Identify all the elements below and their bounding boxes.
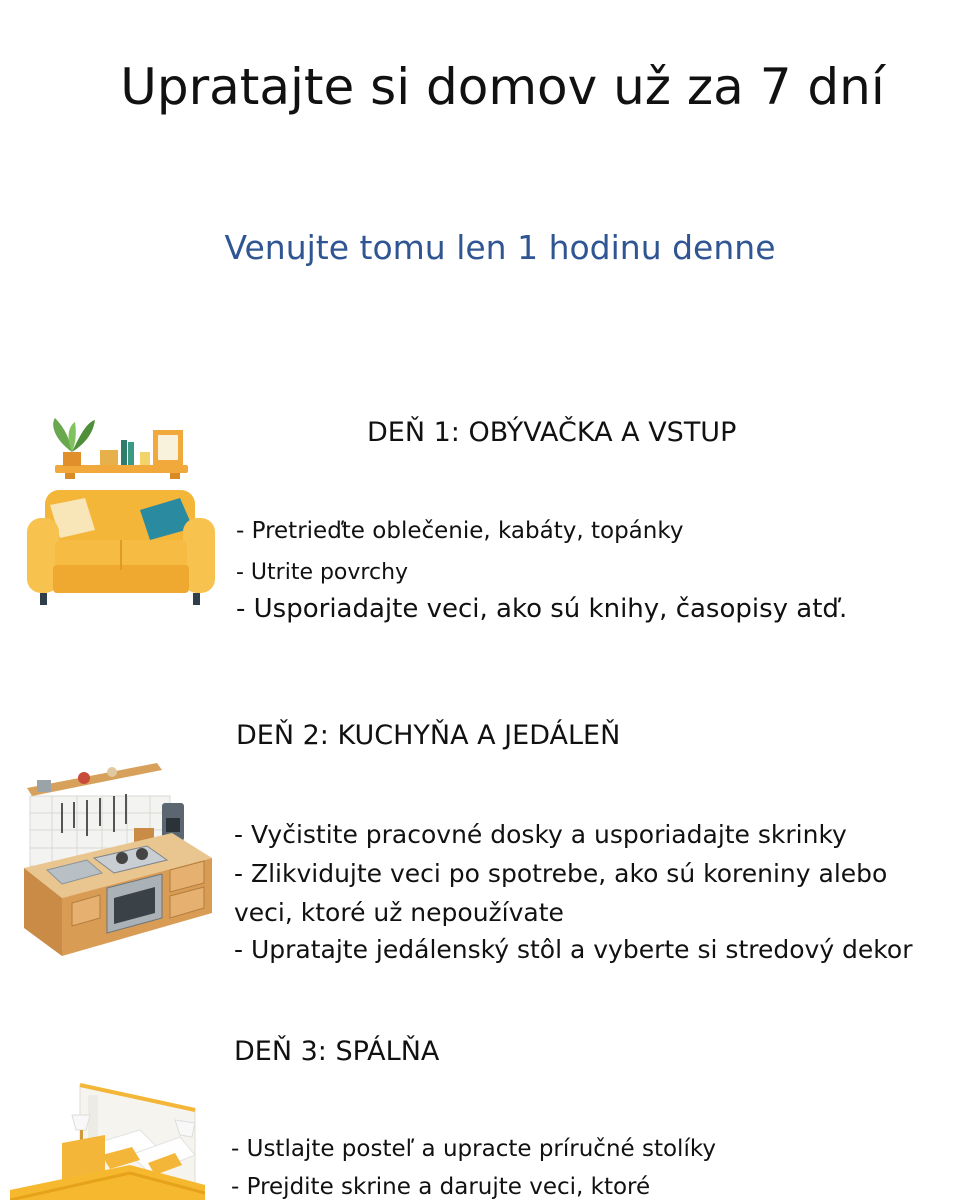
day-3-heading: DEŇ 3: SPÁLŇA	[234, 1036, 440, 1067]
bed-icon	[10, 1075, 205, 1204]
day-2-item-2: - Zlikvidujte veci po spotrebe, ako sú koreniny alebo	[234, 859, 888, 888]
day-1-heading: DEŇ 1: OBÝVAČKA A VSTUP	[367, 417, 737, 448]
day-1-item-1: - Pretrieďte oblečenie, kabáty, topánky	[236, 518, 684, 544]
day-2-item-4: - Upratajte jedálenský stôl a vyberte si stredový dekor	[234, 935, 913, 964]
day-2-heading: DEŇ 2: KUCHYŇA A JEDÁLEŇ	[236, 720, 621, 751]
day-1-item-3: - Usporiadajte veci, ako sú knihy, časopisy atď.	[236, 594, 848, 624]
day-3-item-1: - Ustlajte posteľ a upracte príručné stolíky	[231, 1136, 716, 1162]
day-1-item-2: - Utrite povrchy	[236, 560, 409, 585]
page-subtitle: Venujte tomu len 1 hodinu denne	[224, 228, 776, 267]
sofa-icon	[25, 410, 220, 614]
day-2-item-1: - Vyčistite pracovné dosky a usporiadajte skrinky	[234, 820, 847, 849]
kitchen-icon	[22, 758, 217, 962]
page-title: Upratajte si domov už za 7 dní	[120, 58, 885, 116]
day-2-item-3: veci, ktoré už nepoužívate	[234, 898, 564, 927]
day-3-item-2: - Prejdite skrine a darujte veci, ktoré	[231, 1174, 651, 1200]
